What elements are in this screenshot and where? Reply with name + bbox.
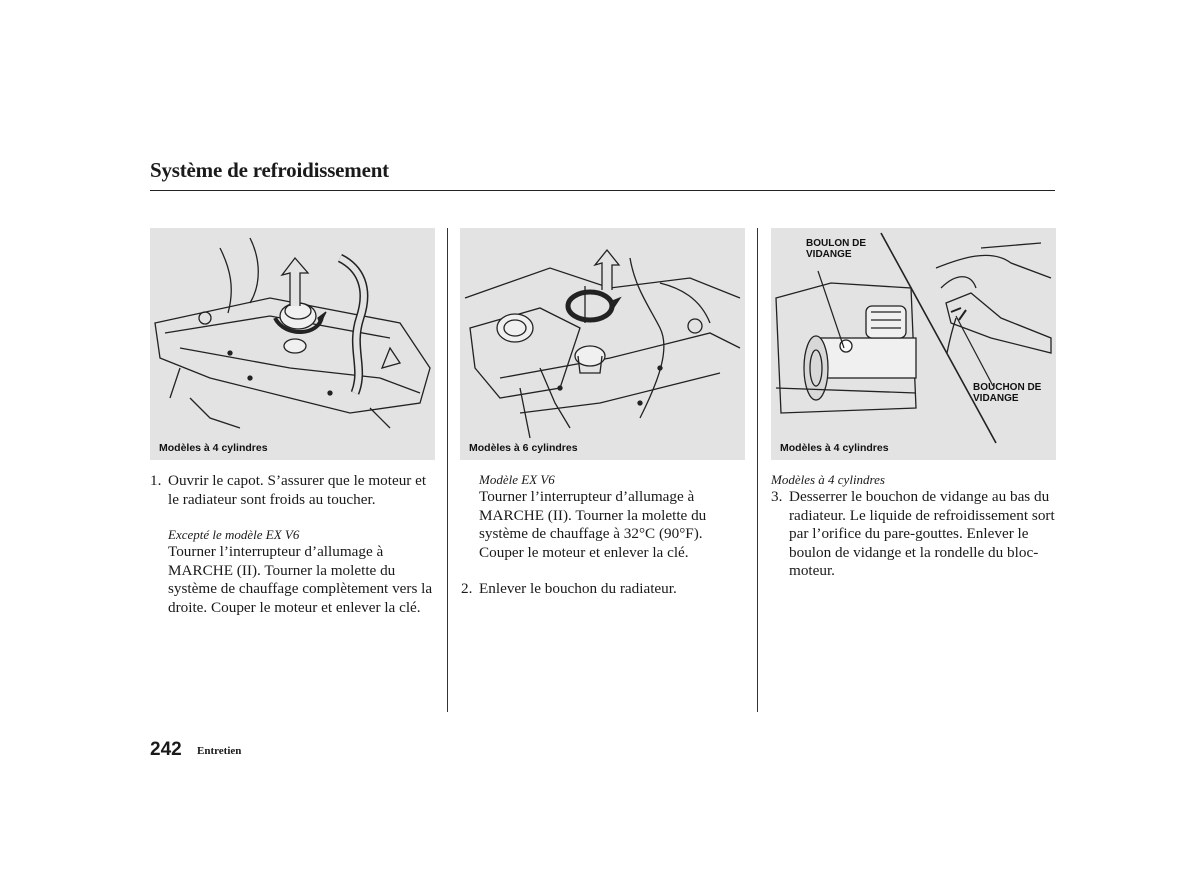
note-except-ex-v6 (150, 527, 435, 617)
drain-illustration-4cyl (771, 228, 1056, 460)
note-label: Excepté le modèle EX V6 (168, 527, 300, 543)
figure-drain-plug-4cyl (771, 228, 1056, 460)
page-number: 242 (150, 739, 182, 760)
section-name: Entretien (197, 745, 242, 757)
step-1 (150, 472, 435, 509)
step-number: 3. (771, 488, 783, 505)
step-number: 1. (150, 472, 162, 489)
callout-drain-plug: BOUCHON DE VIDANGE (973, 382, 1042, 404)
note-text: Tourner l’interrupteur d’allumage à MARCHE (II). Tourner la molette du système de chauffage à 32°C (90°F). Couper le moteur et enlever la clé. (479, 488, 707, 561)
title-rule (150, 190, 1055, 191)
column-1-text (150, 472, 435, 618)
step-3 (771, 488, 1058, 581)
note-ex-v6 (461, 472, 746, 562)
column-3-text (771, 472, 1058, 581)
step-number: 2. (461, 580, 473, 598)
step-2 (461, 580, 746, 599)
engine-illustration-4cyl (150, 228, 435, 460)
step-text: Desserrer le bouchon de vidange au bas du radiateur. Le liquide de refroidissement sort par l’orifice du pare-gouttes. Enlever le boulon de vidange et la rondelle du bloc-moteur. (789, 488, 1055, 580)
callout-drain-bolt: BOULON DE VIDANGE (806, 238, 866, 260)
figure-caption: Modèles à 4 cylindres (780, 442, 889, 454)
note-label: Modèles à 4 cylindres (771, 472, 885, 487)
figure-radiator-cap-4cyl (150, 228, 435, 460)
engine-illustration-6cyl (460, 228, 745, 460)
column-2-text (461, 472, 746, 599)
step-text: Enlever le bouchon du radiateur. (479, 580, 677, 598)
column-divider (757, 228, 758, 712)
step-text: Ouvrir le capot. S’assurer que le moteur et le radiateur sont froids au toucher. (168, 472, 427, 508)
note-label: Modèle EX V6 (479, 472, 555, 487)
figure-radiator-cap-6cyl (460, 228, 745, 460)
note-text: Tourner l’interrupteur d’allumage à MARCHE (II). Tourner la molette du système de chauffage complètement vers la droite. Couper le moteur et enlever la clé. (168, 543, 433, 616)
figure-caption: Modèles à 4 cylindres (159, 442, 268, 454)
column-divider (447, 228, 448, 712)
page-title: Système de refroidissement (150, 158, 389, 182)
figure-caption: Modèles à 6 cylindres (469, 442, 578, 454)
